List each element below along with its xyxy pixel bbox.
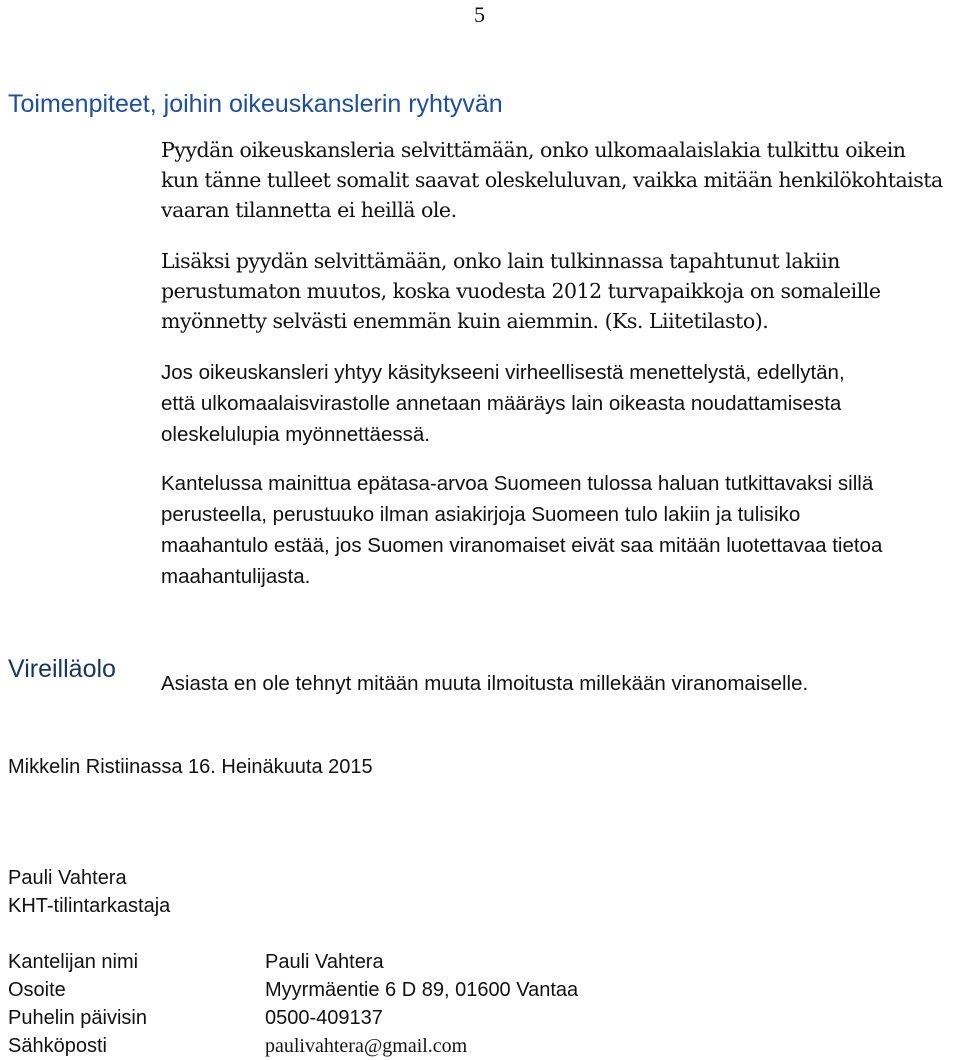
actions-paragraph-4 [161,468,960,592]
actions-paragraph-3 [161,357,960,450]
paragraph-line: Asiasta en ole tehnyt mitään muuta ilmoitusta millekään viranomaiselle. [161,672,809,695]
section-heading-pending: Vireilläolo [8,654,116,683]
contact-row-phone [8,1004,578,1032]
contact-row-address [8,976,578,1004]
paragraph-line: Pyydän oikeuskansleria selvittämään, onko ulkomaalaislakia tulkittu oikein [161,138,906,162]
contact-value-email: paulivahtera@gmail.com [265,1035,468,1057]
contact-label: Sähköposti [8,1035,107,1057]
signature-title: KHT-tilintarkastaja [8,895,171,917]
contact-row-email [8,1032,578,1060]
actions-paragraph-2 [161,246,960,336]
paragraph-line: myönnetty selvästi enemmän kuin aiemmin. (Ks. Liitetilasto). [161,309,769,333]
paragraph-line: maahantulijasta. [161,565,311,588]
paragraph-line: että ulkomaalaisvirastolle annetaan määräys lain oikeasta noudattamisesta [161,392,842,415]
paragraph-line: Jos oikeuskansleri yhtyy käsitykseeni virheellisestä menettelystä, edellytän, [161,361,845,384]
paragraph-line: perusteella, perustuuko ilman asiakirjoja Suomeen tulo lakiin ja tulisiko [161,503,801,526]
contact-row-name [8,948,578,976]
paragraph-line: Lisäksi pyydän selvittämään, onko lain tulkinnassa tapahtunut lakiin [161,249,840,273]
contact-value: 0500-409137 [265,1007,383,1029]
page-number: 5 [474,2,485,27]
paragraph-line: oleskelulupia myönnettäessä. [161,423,430,446]
section-heading-actions: Toimenpiteet, joihin oikeuskanslerin ryhtyvän [8,89,503,118]
paragraph-line: perustumaton muutos, koska vuodesta 2012 turvapaikkoja on somaleille [161,279,881,303]
contact-table [8,948,578,1060]
actions-paragraph-1 [161,135,960,225]
place-date-line: Mikkelin Ristiinassa 16. Heinäkuuta 2015 [8,756,373,778]
paragraph-line: kun tänne tulleet somalit saavat oleskeluluvan, vaikka mitään henkilökohtaista [161,168,943,192]
paragraph-line: Kantelussa mainittua epätasa-arvoa Suomeen tulossa haluan tutkittavaksi sillä [161,472,874,495]
contact-value: Myyrmäentie 6 D 89, 01600 Vantaa [265,979,579,1001]
paragraph-line: maahantulo estää, jos Suomen viranomaiset eivät saa mitään luotettavaa tietoa [161,534,883,557]
contact-label: Puhelin päivisin [8,1007,147,1029]
contact-label: Kantelijan nimi [8,951,139,973]
paragraph-line: vaaran tilannetta ei heillä ole. [161,198,457,222]
pending-paragraph [161,668,960,699]
signature-name: Pauli Vahtera [8,867,127,889]
contact-label: Osoite [8,979,66,1001]
contact-value: Pauli Vahtera [265,951,384,973]
